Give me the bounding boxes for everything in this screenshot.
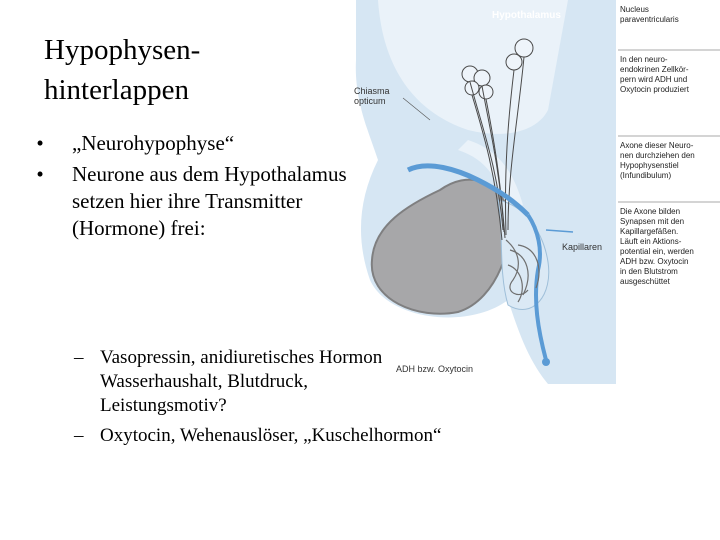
bullet-item	[30, 161, 350, 242]
nucleus-label-1: Nucleus	[620, 5, 649, 14]
chiasma-label-1: Chiasma	[354, 86, 390, 96]
note2-line: Axone dieser Neuro-	[620, 141, 694, 150]
chiasma-label-2: opticum	[354, 96, 386, 106]
side-notes	[620, 5, 695, 286]
note2-line: nen durchziehen den	[620, 151, 695, 160]
sub-bullet-dash: –	[74, 425, 84, 446]
pituitary-figure	[348, 0, 720, 384]
note3-line: ADH bzw. Oxytocin	[620, 257, 689, 266]
note3-line: Synapsen mit den	[620, 217, 685, 226]
bullet-dot: •	[36, 131, 44, 155]
sub-bullet-text: Oxytocin, Wehenauslöser, „Kuschelhormon“	[100, 425, 442, 446]
note1-line: endokrinen Zellkör-	[620, 65, 689, 74]
sub-bullet-dash: –	[74, 347, 84, 368]
bullet-list	[30, 130, 350, 246]
note3-line: Die Axone bilden	[620, 207, 681, 216]
bullet-dot: •	[36, 162, 44, 186]
slide-title	[44, 30, 344, 110]
note3-line: ausgeschüttet	[620, 277, 670, 286]
adh-label: ADH bzw. Oxytocin	[396, 364, 474, 374]
bullet-text: „Neurohypophyse“	[72, 131, 235, 155]
hypothalamus-label: Hypothalamus	[492, 10, 561, 21]
bullet-text: Neurone aus dem Hypothalamus setzen hier ihre Transmitter (Hormone) frei:	[72, 162, 347, 240]
note3-line: in den Blutstrom	[620, 267, 678, 276]
note2-line: Hypophysenstiel	[620, 161, 679, 170]
capillaries-label: Kapillaren	[562, 242, 603, 252]
note2-line: (Infundibulum)	[620, 171, 672, 180]
release-dot	[542, 358, 550, 366]
pituitary-diagram	[348, 0, 720, 384]
sub-bullet-text: Vasopressin, anidiuretisches Hormon Wasserhaushalt, Blutdruck, Leistungsmotiv?	[100, 347, 383, 416]
bullet-item	[30, 130, 350, 157]
slide-title-text: Hypophysen- hinterlappen	[44, 34, 201, 106]
note1-line: In den neuro-	[620, 55, 668, 64]
note3-line: Kapillargefäßen.	[620, 227, 679, 236]
note1-line: Oxytocin produziert	[620, 85, 689, 94]
note1-line: pern wird ADH und	[620, 75, 688, 84]
note3-line: Läuft ein Aktions-	[620, 237, 682, 246]
nucleus-label-2: paraventricularis	[620, 15, 679, 24]
sub-bullet-item	[74, 424, 634, 448]
note3-line: potential ein, werden	[620, 247, 694, 256]
